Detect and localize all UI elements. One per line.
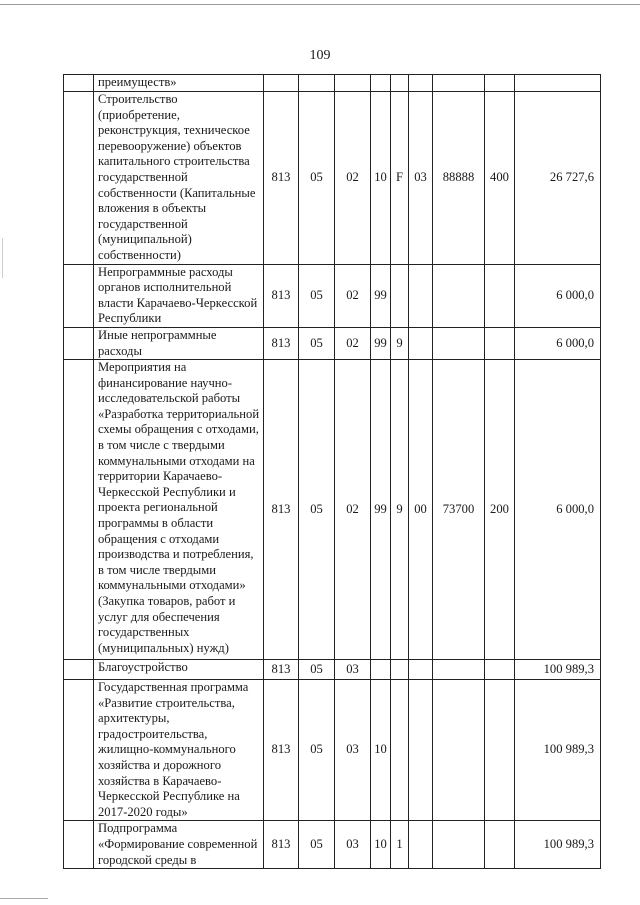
ministry-code: 813 [264,660,299,680]
direction-code [433,264,485,327]
expense-type-code: 400 [485,92,515,265]
expense-type-code [485,660,515,680]
program-code: 99 [371,360,391,660]
main-event-code [409,75,433,92]
program-code: 99 [371,327,391,359]
main-event-code [409,821,433,869]
section-code: 05 [299,360,335,660]
amount-value: 100 989,3 [515,680,601,821]
program-code: 10 [371,821,391,869]
ministry-code: 813 [264,821,299,869]
amount-value [515,75,601,92]
section-code: 05 [299,92,335,265]
expense-type-code [485,264,515,327]
ministry-code [264,75,299,92]
amount-value: 6 000,0 [515,327,601,359]
main-event-code [409,680,433,821]
table-row [64,360,601,660]
ministry-code: 813 [264,264,299,327]
top-scan-rule [0,4,640,5]
table-row [64,327,601,359]
row-number-cell [64,360,94,660]
table-row [64,264,601,327]
subsection-code: 03 [335,660,371,680]
row-number-cell [64,75,94,92]
row-name: Государственная программа «Развитие строительства, архитектуры, градостроительства, жилищно-коммунального хозяйства и дорожного хозяйства в Карачаево-Черкесской Республике на 2017-2020 годы» [94,680,264,821]
row-name: Мероприятия на финансирование научно-исследовательской работы «Разработка территориальной схемы обращения с отходами, в том числе с твердыми коммунальными отходами на территории Карачаево-Черкесской Республики и проекта региональной программы в области обращения с отходами производства и потребления, в том числе твердыми коммунальными отходами» (Закупка товаров, работ и услуг для обеспечения государственных (муниципальных) нужд) [94,360,264,660]
subprogram-code: 9 [391,360,409,660]
main-event-code: 00 [409,360,433,660]
expense-type-code: 200 [485,360,515,660]
program-code: 10 [371,92,391,265]
row-name: преимуществ» [94,75,264,92]
direction-code [433,680,485,821]
amount-value: 100 989,3 [515,660,601,680]
table-row [64,680,601,821]
direction-code [433,660,485,680]
subprogram-code [391,680,409,821]
program-code [371,660,391,680]
row-name: Непрограммные расходы органов исполнительной власти Карачаево-Черкесской Республики [94,264,264,327]
subsection-code: 02 [335,327,371,359]
subsection-code [335,75,371,92]
subsection-code: 02 [335,92,371,265]
amount-value: 6 000,0 [515,264,601,327]
row-number-cell [64,680,94,821]
expense-type-code [485,327,515,359]
expense-type-code [485,75,515,92]
table-row [64,821,601,869]
expense-type-code [485,680,515,821]
main-event-code [409,264,433,327]
row-name: Подпрограмма «Формирование современной городской среды в [94,821,264,869]
amount-value: 6 000,0 [515,360,601,660]
subsection-code: 02 [335,360,371,660]
main-event-code [409,660,433,680]
main-event-code: 03 [409,92,433,265]
ministry-code: 813 [264,680,299,821]
direction-code [433,75,485,92]
subprogram-code: F [391,92,409,265]
subsection-code: 02 [335,264,371,327]
direction-code [433,327,485,359]
subprogram-code [391,75,409,92]
section-code: 05 [299,660,335,680]
table-row [64,660,601,680]
table-row [64,92,601,265]
bottom-scan-rule [0,898,48,899]
section-code: 05 [299,680,335,821]
expense-type-code [485,821,515,869]
row-name: Строительство (приобретение, реконструкция, техническое перевооружение) объектов капитального строительства государственной собственности (Капитальные вложения в объекты государственной (муниципальной) собственности) [94,92,264,265]
row-number-cell [64,327,94,359]
budget-table [63,74,601,869]
scan-margin-mark [2,238,3,278]
subsection-code: 03 [335,821,371,869]
row-number-cell [64,821,94,869]
direction-code [433,821,485,869]
page-number: 109 [309,48,331,63]
row-name: Иные непрограммные расходы [94,327,264,359]
program-code: 99 [371,264,391,327]
amount-value: 100 989,3 [515,821,601,869]
subprogram-code: 1 [391,821,409,869]
ministry-code: 813 [264,360,299,660]
section-code: 05 [299,327,335,359]
program-code: 10 [371,680,391,821]
direction-code: 88888 [433,92,485,265]
table-row [64,75,601,92]
subsection-code: 03 [335,680,371,821]
ministry-code: 813 [264,327,299,359]
section-code: 05 [299,264,335,327]
row-name: Благоустройство [94,660,264,680]
row-number-cell [64,264,94,327]
direction-code: 73700 [433,360,485,660]
subprogram-code [391,264,409,327]
subprogram-code [391,660,409,680]
row-number-cell [64,660,94,680]
section-code [299,75,335,92]
ministry-code: 813 [264,92,299,265]
subprogram-code: 9 [391,327,409,359]
program-code [371,75,391,92]
amount-value: 26 727,6 [515,92,601,265]
section-code: 05 [299,821,335,869]
main-event-code [409,327,433,359]
row-number-cell [64,92,94,265]
